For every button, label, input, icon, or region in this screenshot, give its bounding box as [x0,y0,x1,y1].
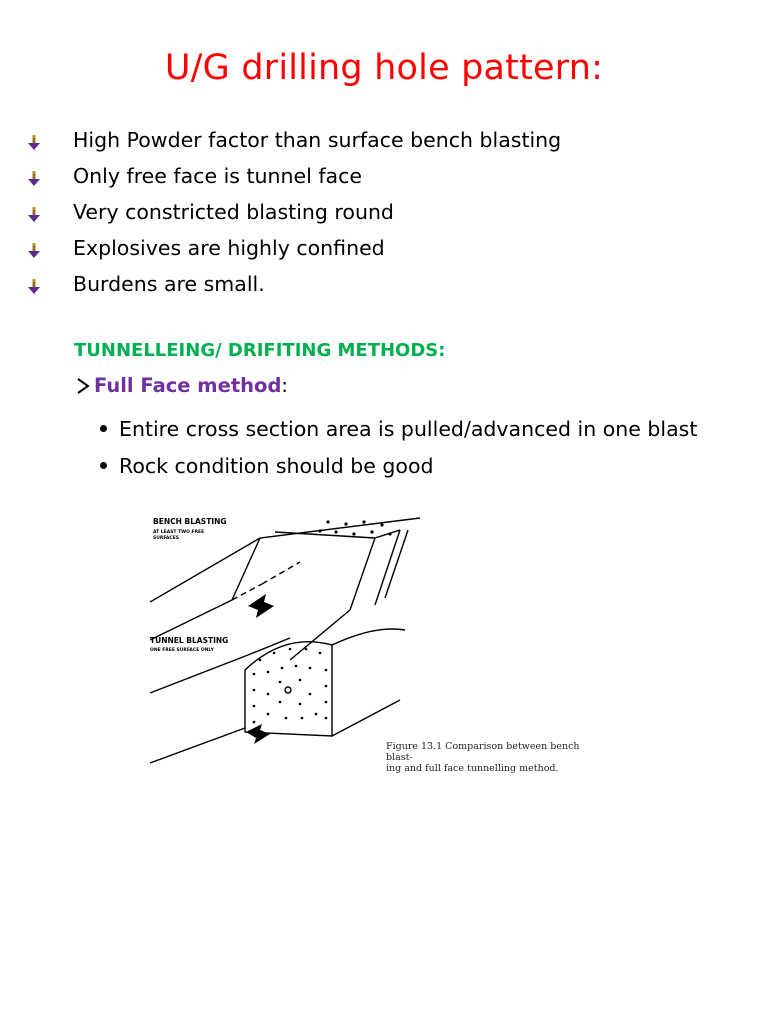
list-item [28,158,561,194]
section-heading: TUNNELLEING/ DRIFITING METHODS: [74,340,446,361]
bullet-text: Burdens are small. [73,272,265,296]
list-item [28,194,561,230]
down-arrow-icon [28,169,40,187]
caption-line: Figure 13.1 Comparison between bench blast- [386,741,580,763]
blasting-comparison-figure [150,510,590,770]
page-title: U/G drilling hole pattern: [164,48,604,88]
tunnel-drill-holes [253,648,328,724]
sub-bullet-list [100,410,697,484]
bench-direction-arrow [248,594,274,618]
list-item [28,230,561,266]
bench-sublabel-2: SURFACES [153,536,180,541]
tunnel-label: TUNNEL BLASTING [150,636,229,645]
dot-icon [100,462,107,469]
bench-label: BENCH BLASTING [153,517,227,526]
bench-sublabel-1: AT LEAST TWO FREE [153,530,205,535]
bullet-text: Explosives are highly confined [73,236,385,260]
tunnel-sublabel: ONE FREE SURFACE ONLY [150,648,214,653]
down-arrow-icon [28,205,40,223]
list-item [100,447,697,484]
dot-icon [100,425,107,432]
sub-heading [76,374,288,397]
list-item [28,266,561,302]
caption-line: ing and full face tunnelling method. [386,763,559,774]
list-item [100,410,697,447]
blasting-diagram [150,510,590,770]
list-item [28,122,561,158]
tunnel-direction-arrow [246,724,270,744]
tunnel-cut-hole [285,687,291,693]
bullet-text: Only free face is tunnel face [73,164,362,188]
figure-caption [386,741,606,774]
sub-bullet-text: Rock condition should be good [119,453,434,478]
bullet-list [28,122,561,302]
sub-heading-suffix: : [281,374,288,397]
down-arrow-icon [28,277,40,295]
sub-heading-label: Full Face method [94,374,282,397]
bullet-text: Very constricted blasting round [73,200,394,224]
down-arrow-icon [28,133,40,151]
down-arrow-icon [28,241,40,259]
chevron-right-icon [76,378,90,394]
sub-bullet-text: Entire cross section area is pulled/advanced in one blast [119,416,698,441]
bullet-text: High Powder factor than surface bench blasting [73,128,562,152]
